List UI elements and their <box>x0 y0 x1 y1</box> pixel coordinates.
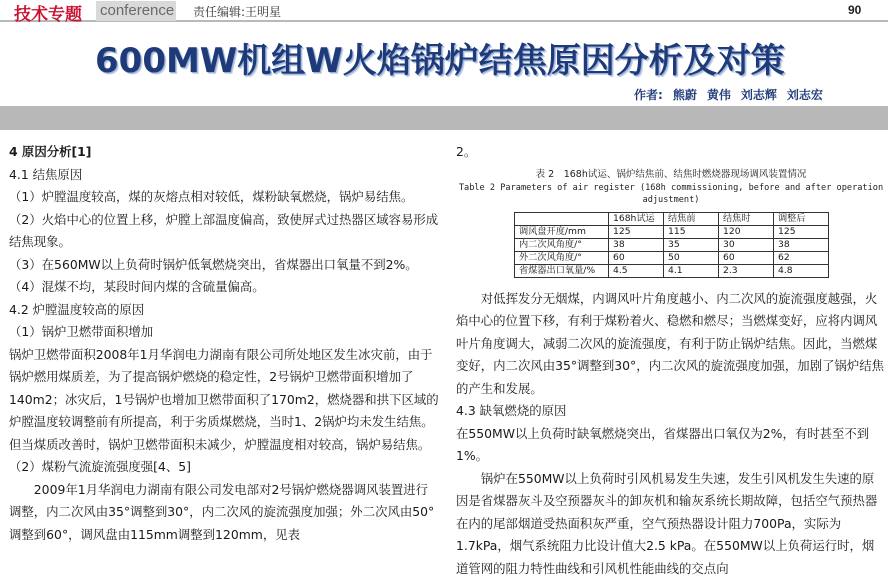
table-cell: 115 <box>664 225 719 238</box>
table-row <box>515 225 829 238</box>
table-header-cell: 168h试运 <box>609 212 664 225</box>
table-cell: 60 <box>609 251 664 264</box>
authors-prefix: 作者: <box>634 88 663 102</box>
table-cell: 4.8 <box>774 264 829 277</box>
editor-credit: 责任编辑:王明星 <box>193 5 282 19</box>
table-header-cell: 调整后 <box>774 212 829 225</box>
paragraph: （2）火焰中心的位置上移，炉膛上部温度偏高，致使屏式过热器区域容易形成结焦现象。 <box>9 211 439 249</box>
table-row <box>515 238 829 251</box>
paragraph: 对低挥发分无烟煤，内调风叶片角度越小、内二次风的旋流强度越强，火焰中心的位置下移，有利于煤粉着火、稳燃和燃尽；当燃煤变好，应将内调风叶片角度调大，减弱二次风的旋流强度，有利于防止锅炉结焦。因此，当燃煤变好，内二次风由35°调整到30°，内二次风的旋流强度加强，加剧了锅炉结焦的产生和发展。 <box>456 290 885 396</box>
table-cell: 35 <box>664 238 719 251</box>
table-caption-en: Table 2 Parameters of air register (168h commissioning, before and after operation adjustment) <box>458 182 884 205</box>
table-cell: 125 <box>609 225 664 238</box>
table-caption-cn: 表 2 168h试运、锅炉结焦前、结焦时燃烧器现场调风装置情况 <box>535 168 807 180</box>
table-cell: 38 <box>609 238 664 251</box>
air-register-table <box>514 212 829 278</box>
subsection-heading: 4.3 缺氧燃烧的原因 <box>456 403 567 418</box>
table-cell: 50 <box>664 251 719 264</box>
author-name: 刘志宏 <box>786 88 823 102</box>
table-cell: 4.5 <box>609 264 664 277</box>
table-header-cell: 结焦前 <box>664 212 719 225</box>
table-cell: 4.1 <box>664 264 719 277</box>
paragraph: （2）煤粉气流旋流强度强[4、5] <box>9 459 192 474</box>
paragraph: 锅炉卫燃带面积2008年1月华润电力湖南有限公司所处地区发生冰灾前，由于锅炉燃用煤质差，为了提高锅炉燃烧的稳定性，2号锅炉卫燃带面积增加了140m2；冰灾后，1号锅炉也增加卫燃带面积了170m2，燃烧器和拱下区域的炉膛温度较调整前有所提高，利于劣质煤燃烧，当时1、2锅炉均未发生结焦。但当煤质改善时，锅炉卫燃带面积未减少，炉膛温度相对较高，锅炉易结焦。 <box>9 346 439 452</box>
table-header-cell <box>515 212 609 225</box>
table-cell: 2.3 <box>719 264 774 277</box>
table-header-cell: 结焦时 <box>719 212 774 225</box>
section-label: 技术专题 <box>14 5 82 25</box>
paragraph: （4）混煤不均，某段时间内煤的含硫量偏高。 <box>9 279 265 294</box>
table-header-row <box>515 212 829 225</box>
section-heading: 4 原因分析[1] <box>9 144 92 159</box>
paragraph: （1）炉膛温度较高，煤的灰熔点相对较低，煤粉缺氧燃烧，锅炉易结焦。 <box>9 189 414 204</box>
paragraph: 2009年1月华润电力湖南有限公司发电部对2号锅炉燃烧器调风装置进行调整，内二次风由35°调整到30°，内二次风的旋流强度加强；外二次风由50°调整到60°，调风盘由115mm调整到120mm，见表 <box>9 481 435 542</box>
table-cell: 125 <box>774 225 829 238</box>
subsection-heading: 4.1 结焦原因 <box>9 166 83 182</box>
table-row <box>515 264 829 277</box>
table-cell: 外二次风角度/° <box>515 251 609 264</box>
paragraph: 在550MW以上负荷时缺氧燃烧突出，省煤器出口氧仅为2%，有时甚至不到1%。 <box>456 425 870 463</box>
paragraph: 锅炉在550MW以上负荷时引风机易发生失速，发生引风机发生失速的原因是省煤器灰斗及空预器灰斗的卸灰机和输灰系统长期故障，包括空气预热器在内的尾部烟道受热面积灰严重，空气预热器设计阻力700Pa，实际为1.7kPa，烟气系统阻力比设计值大2.5 kPa。在550MW以上负荷运行时，烟道管网的阻力特性曲线和引风机性能曲线的交点向 <box>456 470 878 576</box>
divider-band <box>0 106 888 130</box>
table-cell: 省煤器出口氧量/% <box>515 264 609 277</box>
table-cell: 30 <box>719 238 774 251</box>
table-row <box>515 251 829 264</box>
table-cell: 调风盘开度/mm <box>515 225 609 238</box>
article-title: 600MW机组W火焰锅炉结焦原因分析及对策 <box>95 41 785 81</box>
conference-label: conference <box>96 1 176 21</box>
paragraph: （1）锅炉卫燃带面积增加 <box>9 324 154 339</box>
paragraph: （3）在560MW以上负荷时锅炉低氧燃烧突出，省煤器出口氧量不到2%。 <box>9 256 418 272</box>
right-column <box>456 141 886 580</box>
page-number: 90 <box>848 3 862 17</box>
table-cell: 120 <box>719 225 774 238</box>
table-cell: 内二次风角度/° <box>515 238 609 251</box>
subsection-heading: 4.2 炉膛温度较高的原因 <box>9 301 145 317</box>
author-name: 刘志辉 <box>740 88 777 102</box>
author-name: 黄伟 <box>706 88 731 102</box>
paragraph: 2。 <box>456 144 477 159</box>
author-name: 熊蔚 <box>672 88 697 102</box>
author-line <box>634 86 833 103</box>
left-column <box>9 141 439 546</box>
header-bar <box>0 0 888 25</box>
table-cell: 62 <box>774 251 829 264</box>
table-cell: 60 <box>719 251 774 264</box>
table-cell: 38 <box>774 238 829 251</box>
